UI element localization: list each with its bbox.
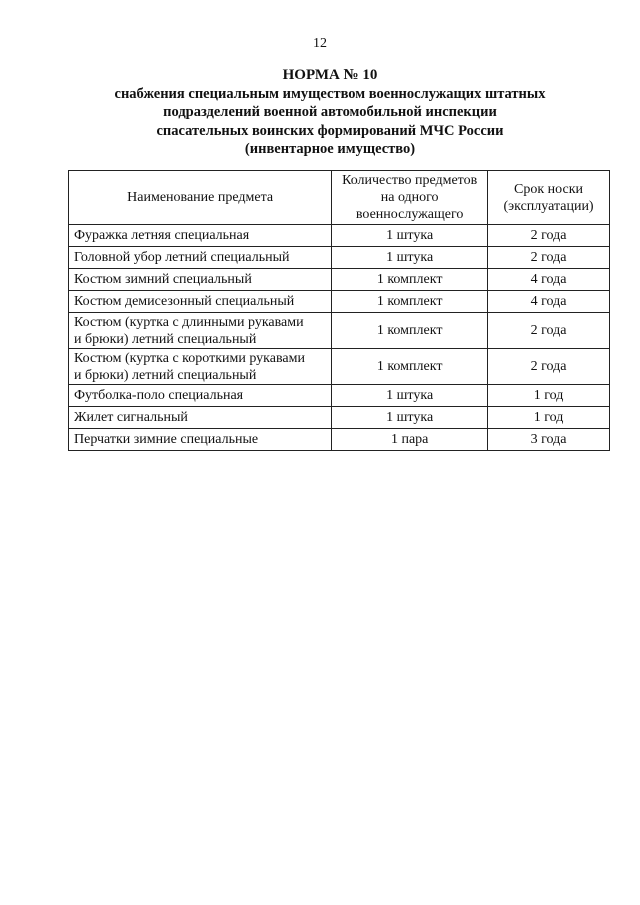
title-line: спасательных воинских формирований МЧС России (156, 122, 504, 139)
header-quantity (332, 171, 488, 225)
title-line: (инвентарное имущество) (244, 141, 416, 157)
header-quantity-line: Количество предметов (342, 173, 478, 188)
item-name-line: Костюм (куртка с короткими рукавами (74, 350, 305, 366)
header-item-name-text: Наименование предмета (127, 190, 274, 205)
item-quantity: 1 комплект (332, 349, 488, 385)
item-quantity: 1 комплект (332, 313, 488, 349)
page-number: 12 (313, 36, 327, 51)
item-name (69, 407, 332, 429)
supply-norm-table (68, 170, 610, 451)
title-line: подразделений военной автомобильной инспекции (163, 104, 497, 120)
item-name (69, 247, 332, 269)
item-quantity: 1 комплект (332, 269, 488, 291)
item-term: 2 года (488, 349, 610, 385)
table-row (69, 247, 610, 269)
item-name-line: Перчатки зимние специальные (74, 432, 259, 447)
item-quantity: 1 штука (332, 247, 488, 269)
table-row (69, 313, 610, 349)
item-quantity: 1 штука (332, 407, 488, 429)
header-term-line: (эксплуатации) (503, 198, 594, 214)
item-name-line: Головной убор летний специальный (74, 250, 290, 265)
item-name (69, 225, 332, 247)
item-name (69, 291, 332, 313)
table-row (69, 225, 610, 247)
item-name-line: Футболка-поло специальная (74, 388, 244, 403)
item-name (69, 385, 332, 407)
item-name-line: Фуражка летняя специальная (74, 228, 250, 243)
item-name-line: и брюки) летний специальный (74, 367, 257, 383)
item-quantity: 1 комплект (332, 291, 488, 313)
document-title (60, 66, 600, 159)
item-name-line: Жилет сигнальный (74, 410, 188, 425)
table-row (69, 269, 610, 291)
item-name (69, 429, 332, 451)
norm-heading: НОРМА № 10 (282, 67, 378, 83)
item-name-line: и брюки) летний специальный (74, 331, 257, 347)
table-row (69, 385, 610, 407)
item-term: 4 года (488, 291, 610, 313)
item-name-line: Костюм демисезонный специальный (74, 294, 295, 309)
title-line: снабжения специальным имуществом военнослужащих штатных (114, 85, 546, 102)
table-row (69, 291, 610, 313)
item-term: 2 года (488, 225, 610, 247)
table-row (69, 349, 610, 385)
table-row (69, 429, 610, 451)
item-name (69, 313, 332, 349)
header-quantity-line: на одного (380, 190, 439, 205)
item-quantity: 1 штука (332, 385, 488, 407)
item-name-line: Костюм (куртка с длинными рукавами (74, 314, 304, 330)
table-row (69, 407, 610, 429)
item-term: 3 года (488, 429, 610, 451)
item-term: 4 года (488, 269, 610, 291)
item-name (69, 349, 332, 385)
item-quantity: 1 штука (332, 225, 488, 247)
header-term-line: Срок носки (514, 181, 584, 197)
item-quantity: 1 пара (332, 429, 488, 451)
header-item-name (69, 171, 332, 225)
item-term: 1 год (488, 407, 610, 429)
item-term: 1 год (488, 385, 610, 407)
item-term: 2 года (488, 313, 610, 349)
item-name-line: Костюм зимний специальный (74, 272, 252, 287)
table-header-row (69, 171, 610, 225)
item-term: 2 года (488, 247, 610, 269)
item-name (69, 269, 332, 291)
header-term (488, 171, 610, 225)
header-quantity-line: военнослужащего (355, 207, 464, 222)
